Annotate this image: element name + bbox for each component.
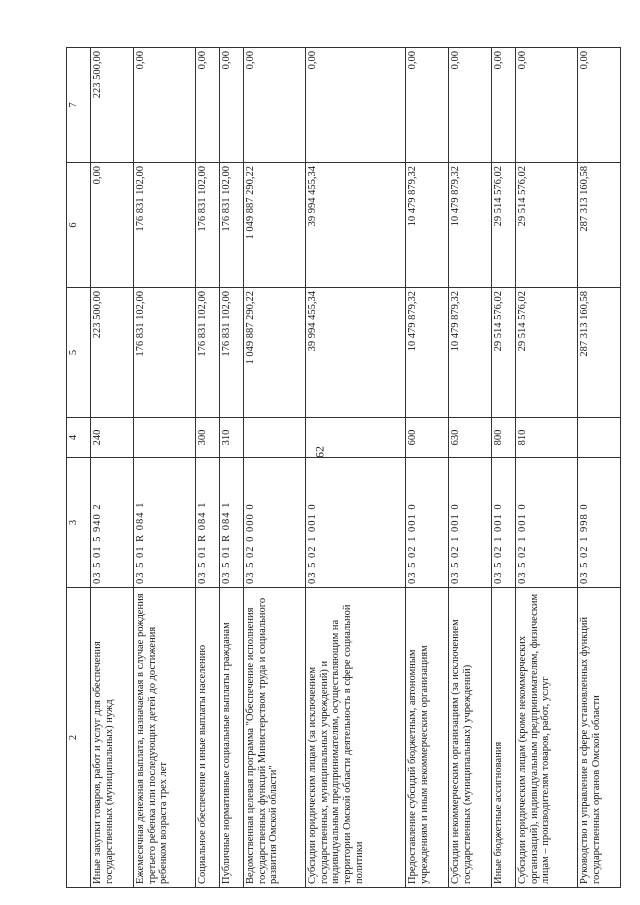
row-vr-cell: 310	[219, 418, 243, 458]
table-row	[491, 48, 515, 888]
row-name-cell: Иные закупки товаров, работ и услуг для обеспечения государственных (муниципальных) нужд	[90, 588, 133, 888]
row-value-6-cell: 176 831 102,00	[133, 163, 195, 288]
row-code-cell: 03 5 01 R 084 1	[219, 458, 243, 588]
row-value-5-cell: 223 500,00	[90, 288, 133, 418]
row-value-5-cell: 10 479 879,32	[449, 288, 492, 418]
header-cell: 6	[67, 163, 91, 288]
table-row	[243, 48, 305, 888]
row-name-cell: Руководство и управление в сфере установленных функций государственных органов Омской области	[577, 588, 620, 888]
row-code-cell: 03 5 02 1 001 0	[449, 458, 492, 588]
row-value-6-cell: 1 049 887 290,22	[243, 163, 305, 288]
row-code-cell: 03 5 02 1 001 0	[305, 458, 405, 588]
row-value-6-cell: 0,00	[90, 163, 133, 288]
row-name-cell: Субсидии некоммерческим организациям (за исключением государственных (муниципальных) учреждений)	[449, 588, 492, 888]
table-row	[449, 48, 492, 888]
row-value-6-cell: 29 514 576,02	[515, 163, 577, 288]
row-value-7-cell: 0,00	[243, 48, 305, 163]
row-value-7-cell: 0,00	[515, 48, 577, 163]
row-value-6-cell: 287 313 160,58	[577, 163, 620, 288]
row-value-5-cell: 10 479 879,32	[406, 288, 449, 418]
row-value-7-cell: 0,00	[133, 48, 195, 163]
row-value-6-cell: 10 479 879,32	[406, 163, 449, 288]
column-1-strip	[66, 33, 621, 48]
row-vr-cell: 240	[90, 418, 133, 458]
row-name-cell: Субсидии юридическим лицам (кроме некоммерческих организаций), индивидуальным предпринимателям, физическим лицам – производителям товаров, работ, услуг	[515, 588, 577, 888]
header-cell: 7	[67, 48, 91, 163]
row-vr-cell: 630	[449, 418, 492, 458]
row-value-5-cell: 29 514 576,02	[491, 288, 515, 418]
row-name-cell: Публичные нормативные социальные выплаты гражданам	[219, 588, 243, 888]
row-value-5-cell: 176 831 102,00	[133, 288, 195, 418]
header-cell: 2	[67, 588, 91, 888]
page-number: 62	[312, 446, 327, 458]
header-cell: 5	[67, 288, 91, 418]
table-row	[219, 48, 243, 888]
row-name-cell: Субсидии юридическим лицам (за исключением государственных, муниципальных учреждений) и индивидуальным предпринимателям, осуществляющим на территории Омской области деятельность в сфере социальной политики	[305, 588, 405, 888]
row-value-5-cell: 39 994 455,34	[305, 288, 405, 418]
header-cell: 3	[67, 458, 91, 588]
row-name-cell: Иные бюджетные ассигнования	[491, 588, 515, 888]
row-value-5-cell: 1 049 887 290,22	[243, 288, 305, 418]
row-name-cell: Предоставление субсидий бюджетным, автономным учреждениям и иным некоммерческим организациям	[406, 588, 449, 888]
row-code-cell: 03 5 01 5 940 2	[90, 458, 133, 588]
table-row	[133, 48, 195, 888]
row-value-5-cell: 176 831 102,00	[195, 288, 219, 418]
row-value-5-cell: 287 313 160,58	[577, 288, 620, 418]
row-vr-cell: 800	[491, 418, 515, 458]
table-body	[67, 48, 621, 888]
table-row	[515, 48, 577, 888]
table-row	[195, 48, 219, 888]
table-header-row	[67, 48, 91, 888]
row-name-cell: Ведомственная целевая программа "Обеспечение исполнения государственных функций Министерством труда и социального развития Омской области"	[243, 588, 305, 888]
row-code-cell: 03 5 02 1 001 0	[406, 458, 449, 588]
header-cell: 4	[67, 418, 91, 458]
row-vr-cell	[243, 418, 305, 458]
row-value-6-cell: 39 994 455,34	[305, 163, 405, 288]
table-row	[305, 48, 405, 888]
table-row	[577, 48, 620, 888]
table-row	[406, 48, 449, 888]
row-code-cell: 03 5 01 R 084 1	[133, 458, 195, 588]
row-vr-cell: 810	[515, 418, 577, 458]
row-vr-cell	[305, 418, 405, 458]
row-vr-cell: 300	[195, 418, 219, 458]
table-row	[90, 48, 133, 888]
row-vr-cell	[133, 418, 195, 458]
budget-table	[66, 47, 621, 888]
row-value-6-cell: 176 831 102,00	[219, 163, 243, 288]
budget-table-rotated	[66, 48, 621, 888]
row-value-6-cell: 176 831 102,00	[195, 163, 219, 288]
row-code-cell: 03 5 02 0 000 0	[243, 458, 305, 588]
row-code-cell: 03 5 01 R 084 1	[195, 458, 219, 588]
row-code-cell: 03 5 02 1 001 0	[515, 458, 577, 588]
row-value-7-cell: 0,00	[577, 48, 620, 163]
row-code-cell: 03 5 02 1 998 0	[577, 458, 620, 588]
row-value-7-cell: 0,00	[219, 48, 243, 163]
row-value-7-cell: 0,00	[305, 48, 405, 163]
row-vr-cell	[577, 418, 620, 458]
row-name-cell: Ежемесячная денежная выплата, назначаемая в случае рождения третьего ребенка или последующих детей до достижения ребенком возраста трех лет	[133, 588, 195, 888]
row-value-6-cell: 10 479 879,32	[449, 163, 492, 288]
row-value-7-cell: 0,00	[406, 48, 449, 163]
row-value-7-cell: 0,00	[195, 48, 219, 163]
row-value-5-cell: 29 514 576,02	[515, 288, 577, 418]
row-value-5-cell: 176 831 102,00	[219, 288, 243, 418]
row-value-7-cell: 0,00	[449, 48, 492, 163]
row-value-6-cell: 29 514 576,02	[491, 163, 515, 288]
row-name-cell: Социальное обеспечение и иные выплаты населению	[195, 588, 219, 888]
row-value-7-cell: 223 500,00	[90, 48, 133, 163]
row-value-7-cell: 0,00	[491, 48, 515, 163]
row-vr-cell: 600	[406, 418, 449, 458]
row-code-cell: 03 5 02 1 001 0	[491, 458, 515, 588]
